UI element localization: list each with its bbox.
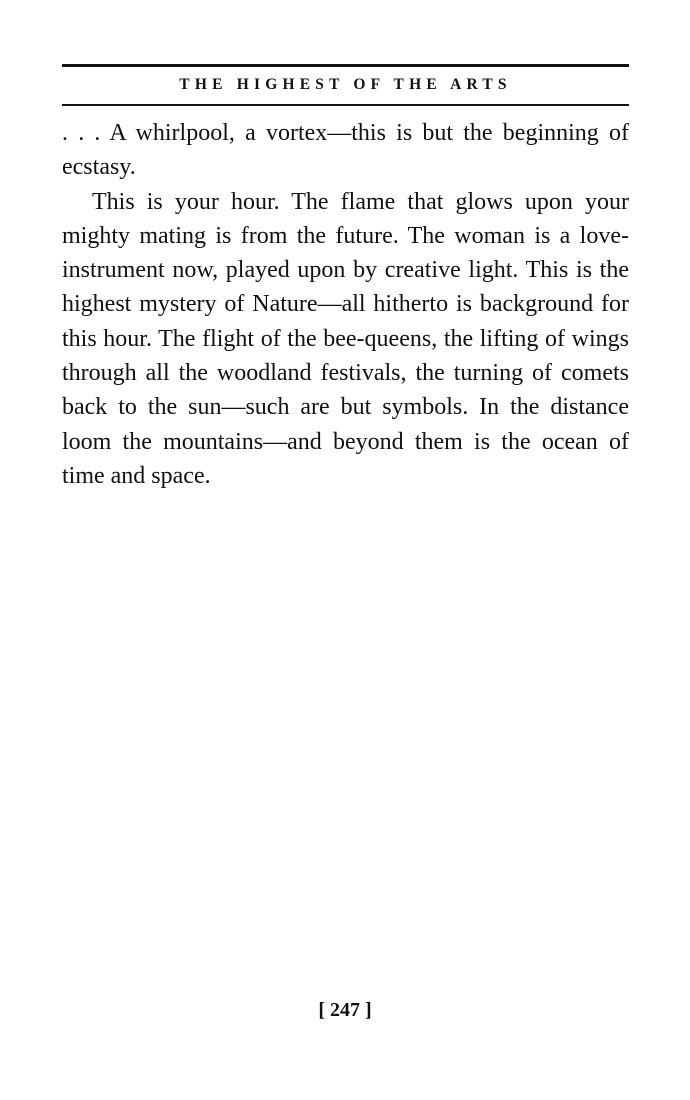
paragraph-1: . . . A whirlpool, a vortex—this is but the beginning of ecstasy. [62,120,629,181]
page-number: [ 247 ] [318,999,372,1021]
paragraph-2: This is your hour. The flame that glows upon your mighty mating is from the future. The woman is a love-instrument now, played upon by creative light. This is the highest mystery of Nature—all hitherto is background for this hour. The flight of the bee-queens, the lifting of wings through all the woodland festivals, the turning of comets back to the sun—such are but symbols. In the distance loom the mountains—and beyond them is the ocean of time and space. [62,188,629,489]
header-rule-top [62,64,629,67]
body-text [62,116,629,493]
header-rule-bottom [62,104,629,106]
running-head: THE HIGHEST OF THE ARTS [179,76,512,93]
